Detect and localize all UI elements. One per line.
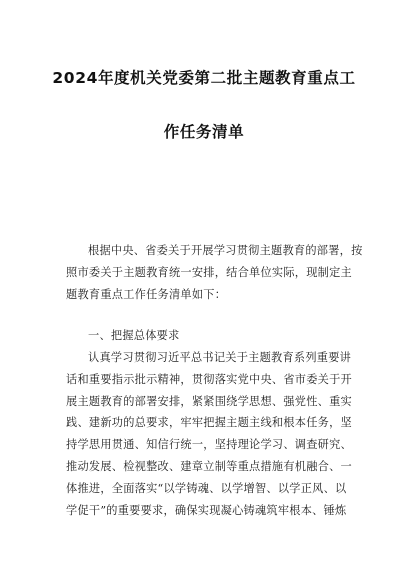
intro-line: 照市委关于主题教育统一安排，结合单位实际，现制定主 bbox=[66, 265, 352, 279]
document-title-line-1: 2024年度机关党委第二批主题教育重点工 bbox=[52, 69, 356, 87]
intro-line: 根据中央、省委关于开展学习贯彻主题教育的部署，按 bbox=[88, 244, 363, 257]
paragraph-line: 推动发展、检视整改、建章立制等重点措施有机融合、一 bbox=[66, 459, 352, 473]
paragraph-line: 持学思用贯通、知信行统一，坚持理论学习、调查研究、 bbox=[66, 438, 352, 452]
intro-paragraph bbox=[66, 240, 366, 305]
paragraph-line: 践、建新功的总要求，牢牢把握主题主线和根本任务，坚 bbox=[66, 416, 352, 430]
paragraph-line: 认真学习贯彻习近平总书记关于主题教育系列重要讲 bbox=[88, 351, 352, 364]
paragraph-line: 话和重要指示批示精神，贯彻落实党中央、省市委关于开 bbox=[66, 372, 352, 386]
paragraph-line: 体推进，全面落实“以学铸魂、以学增智、以学正风、以 bbox=[66, 481, 347, 495]
paragraph-line: 展主题教育的部署安排，紧紧围绕学思想、强党性、重实 bbox=[66, 394, 352, 408]
document-title-line-2: 作任务清单 bbox=[163, 123, 245, 141]
intro-line: 题教育重点工作任务清单如下： bbox=[66, 287, 227, 301]
section-heading: 一、把握总体要求 bbox=[88, 329, 180, 342]
paragraph-line: 学促干”的重要要求，确保实现凝心铸魂筑牢根本、锤炼 bbox=[66, 503, 347, 517]
section-1-paragraph bbox=[66, 347, 366, 521]
